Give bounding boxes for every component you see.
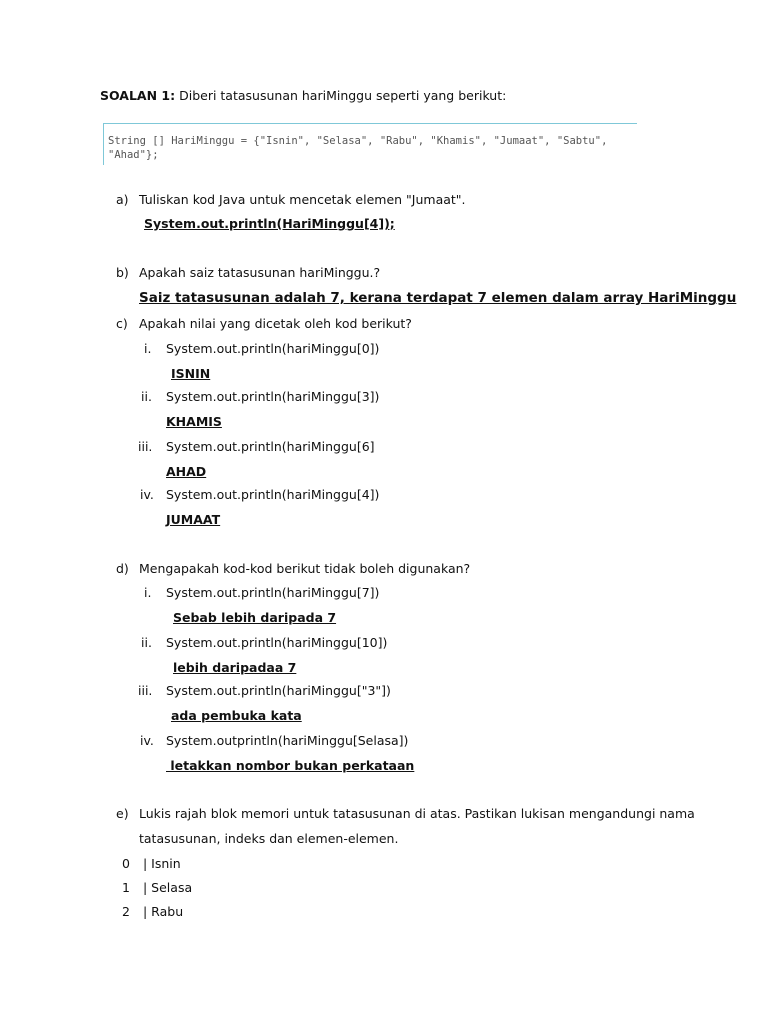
part-c-item-code: System.out.println(hariMinggu[3]) (166, 389, 380, 404)
part-d-item-code: System.outprintln(hariMinggu[Selasa]) (166, 733, 409, 748)
part-d-item-marker: iv. (140, 733, 154, 748)
part-d-item-marker: iii. (138, 683, 153, 698)
part-c-item-code: System.out.println(hariMinggu[6] (166, 439, 375, 454)
part-d-item-answer: lebih daripadaa 7 (173, 660, 297, 675)
part-e-question-line-1: Lukis rajah blok memori untuk tatasusunan di atas. Pastikan lukisan mengandungi nama (139, 806, 695, 821)
part-d-marker: d) (116, 561, 129, 576)
part-c-marker: c) (116, 316, 128, 331)
memory-block-index: 1 (122, 880, 130, 895)
part-b-question: Apakah saiz tatasusunan hariMinggu.? (139, 265, 381, 280)
part-c-item-marker: iii. (138, 439, 153, 454)
part-a-marker: a) (116, 192, 129, 207)
part-d-item-code: System.out.println(hariMinggu[7]) (166, 585, 380, 600)
part-c-item-answer: KHAMIS (166, 414, 222, 429)
part-d-item-answer: Sebab lebih daripada 7 (173, 610, 337, 625)
part-d-item-marker: i. (144, 585, 152, 600)
part-c-item-marker: ii. (141, 389, 152, 404)
question-heading (100, 88, 506, 104)
part-d-item-code: System.out.println(hariMinggu[10]) (166, 635, 388, 650)
memory-block-value: | Rabu (143, 904, 184, 919)
part-d-item-code: System.out.println(hariMinggu["3"]) (166, 683, 391, 698)
part-c-item-marker: i. (144, 341, 152, 356)
part-a-question: Tuliskan kod Java untuk mencetak elemen "Jumaat". (139, 192, 466, 207)
part-a-answer: System.out.println(HariMinggu[4]); (144, 216, 395, 231)
part-c-item-marker: iv. (140, 487, 154, 502)
part-c-item-answer: JUMAAT (166, 512, 221, 527)
question-text: Diberi tatasusunan hariMinggu seperti yang berikut: (175, 88, 507, 103)
part-d-item-answer: ada pembuka kata (171, 708, 302, 723)
part-c-item-answer: ISNIN (171, 366, 211, 381)
code-line-1: String [] HariMinggu = {"Isnin", "Selasa", "Rabu", "Khamis", "Jumaat", "Sabtu", (108, 135, 608, 147)
part-d-item-answer: letakkan nombor bukan perkataan (166, 758, 415, 773)
code-snippet-box (103, 123, 637, 165)
part-c-item-code: System.out.println(hariMinggu[0]) (166, 341, 380, 356)
memory-block-index: 0 (122, 856, 130, 871)
part-d-question: Mengapakah kod-kod berikut tidak boleh digunakan? (139, 561, 471, 576)
part-c-question: Apakah nilai yang dicetak oleh kod berikut? (139, 316, 412, 331)
part-e-marker: e) (116, 806, 129, 821)
memory-block-value: | Isnin (143, 856, 181, 871)
memory-block-value: | Selasa (143, 880, 193, 895)
part-e-question-line-2: tatasusunan, indeks dan elemen-elemen. (139, 831, 399, 846)
part-c-item-code: System.out.println(hariMinggu[4]) (166, 487, 380, 502)
part-d-item-marker: ii. (141, 635, 152, 650)
part-b-answer: Saiz tatasusunan adalah 7, kerana terdapat 7 elemen dalam array HariMinggu (139, 290, 737, 306)
part-b-marker: b) (116, 265, 129, 280)
question-label: SOALAN 1: (100, 88, 176, 103)
code-line-2: "Ahad"}; (108, 149, 159, 161)
memory-block-index: 2 (122, 904, 130, 919)
part-c-item-answer: AHAD (166, 464, 207, 479)
